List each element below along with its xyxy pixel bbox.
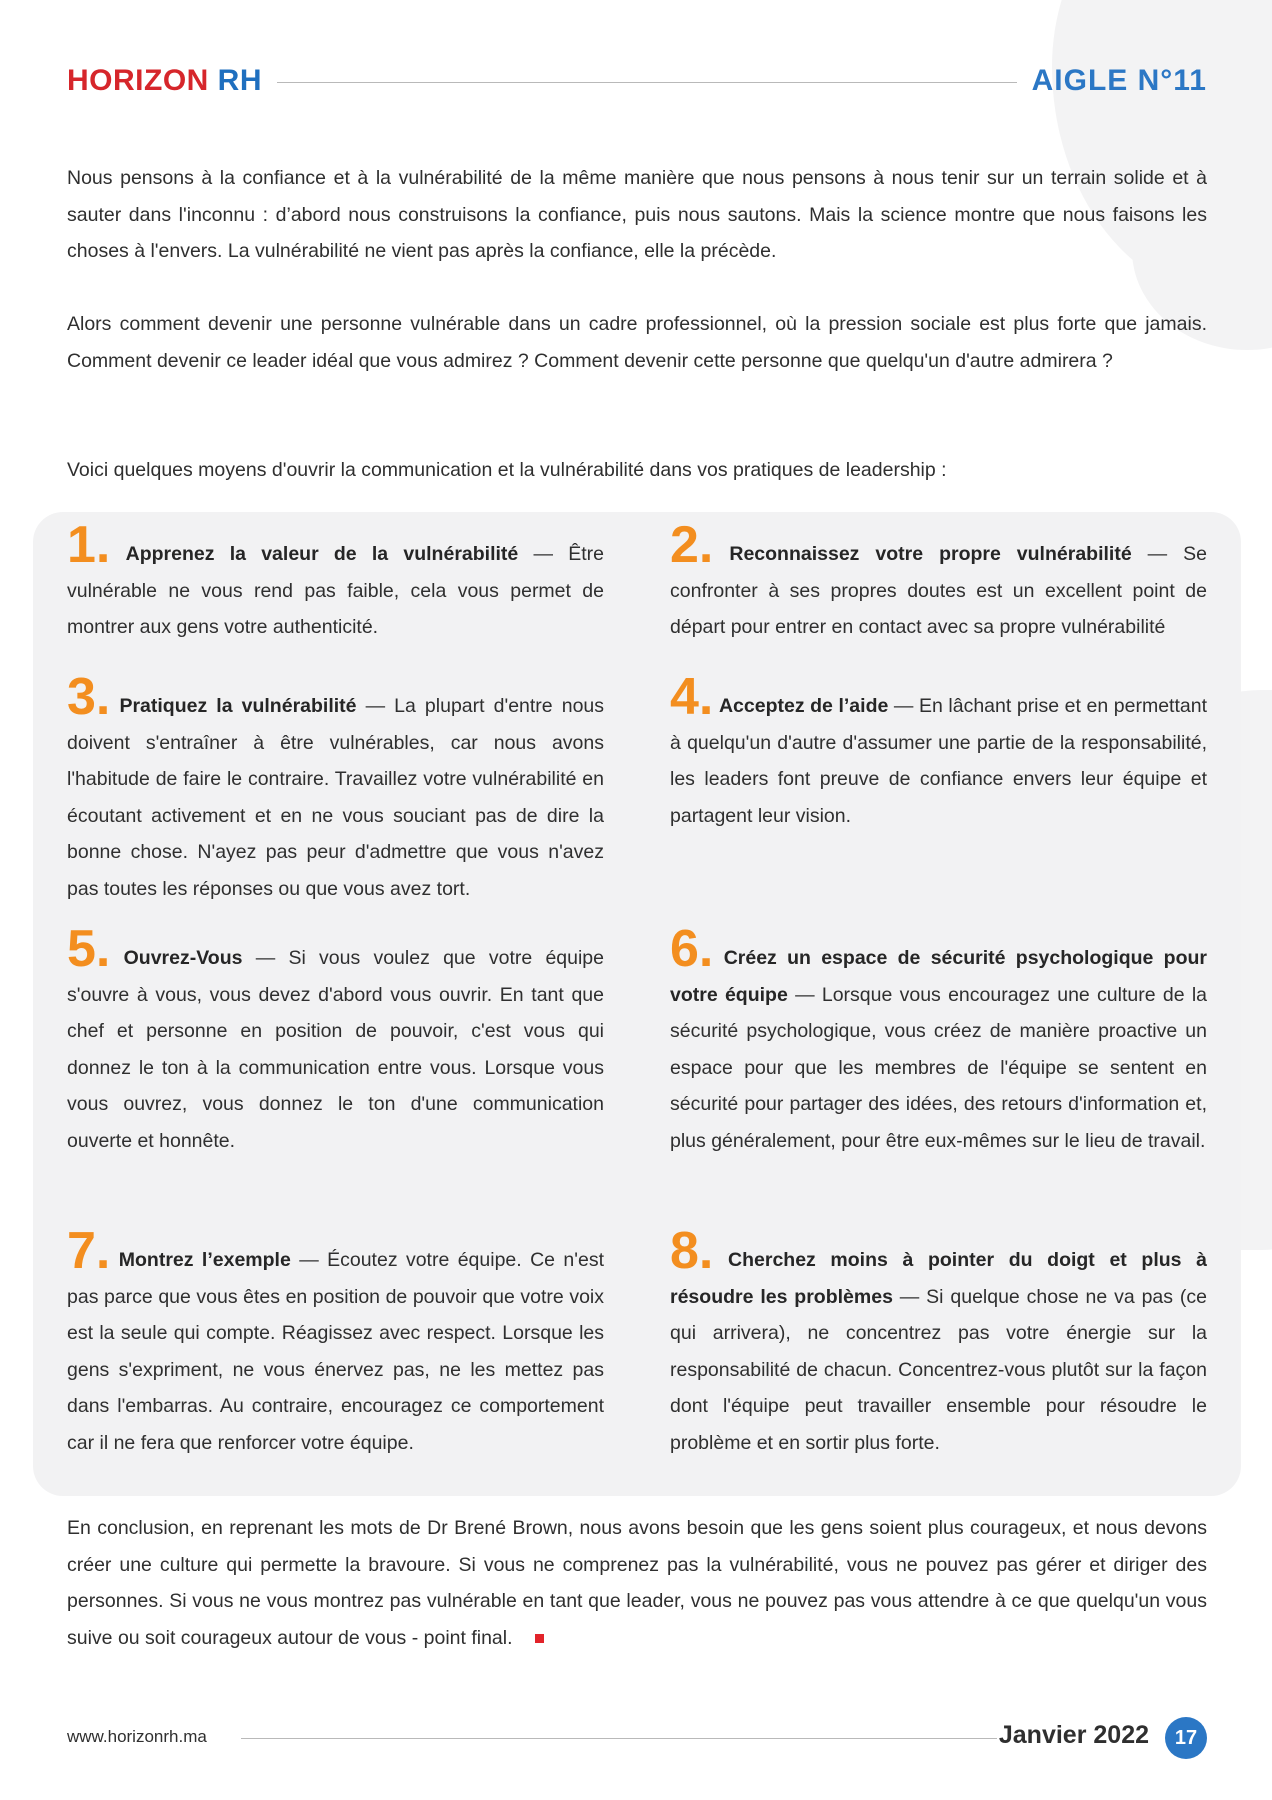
tip-text: — Être vulnérable ne vous rend pas faible, cela vous permet de montrer aux gens votre authenticité. (67, 543, 605, 638)
conclusion-paragraph (67, 1510, 1207, 1656)
intro-paragraph-3: Voici quelques moyens d'ouvrir la communication et la vulnérabilité dans vos pratiques de leadership : (67, 459, 947, 481)
end-mark-icon (535, 1634, 544, 1643)
website-link[interactable]: www.horizonrh.ma (67, 1727, 207, 1746)
tip-title: Acceptez de l’aide (718, 695, 889, 717)
intro-paragraph-1: Nous pensons à la confiance et à la vulnérabilité de la même manière que nous pensons à nous tenir sur un terrain solide et à sauter dans l'inconnu : d’abord nous construisons la confiance, puis nous sautons. Mais la science montre que nous faisons les choses à l'envers. La vulnérabilité ne vient pas après la confiance, elle la précède. (67, 167, 1207, 262)
tip-number: 2. (670, 516, 714, 574)
tip-text: — La plupart d'entre nous doivent s'entraîner à être vulnérables, car nous avons l'habitude de faire le contraire. Travaillez votre vulnérabilité en écoutant activement et en ne vous souciant pas de dire la bonne chose. N'ayez pas peur d'admettre que vous n'avez pas toutes les réponses ou que vous avez tort. (67, 695, 605, 900)
logo-text-horizon: HORIZON (67, 64, 209, 97)
tip-number: 5. (67, 920, 111, 978)
intro-paragraph-2: Alors comment devenir une personne vulnérable dans un cadre professionnel, où la pression sociale est plus forte que jamais. Comment devenir ce leader idéal que vous admirez ? Comment devenir cette personne que quelqu'un d'autre admirera ? (67, 313, 1207, 372)
tip-text: — Se confronter à ses propres doutes est un excellent point de départ pour entrer en contact avec sa propre vulnérabilité (670, 543, 1207, 638)
page-number-badge: 17 (1165, 1717, 1207, 1759)
tip-item-8 (670, 1222, 1207, 1461)
tip-title: Reconnaissez votre propre vulnérabilité (729, 543, 1132, 565)
conclusion-text: En conclusion, en reprenant les mots de Dr Brené Brown, nous avons besoin que les gens soient plus courageux, et nous devons créer une culture qui permette la bravoure. Si vous ne comprenez pas la vulnérabilité, vous ne pouvez pas gérer et diriger des personnes. Si vous ne vous montrez pas vulnérable en tant que leader, vous ne pouvez pas vous attendre à ce que quelqu'un vous suive ou soit courageux autour de vous - point final. (67, 1517, 1207, 1649)
tip-text: — Lorsque vous encouragez une culture de la sécurité psychologique, vous créez de manière proactive un espace pour que les membres de l'équipe se sentent en sécurité pour partager des idées, des retours d'information et, plus généralement, pour être eux-mêmes sur le lieu de travail. (670, 983, 1207, 1152)
tip-item-1 (67, 516, 605, 646)
tip-item-2 (670, 516, 1207, 646)
tip-item-5 (67, 920, 604, 1159)
tip-number: 3. (67, 668, 111, 726)
tip-number: 8. (670, 1222, 714, 1280)
tip-text: — En lâchant prise et en permettant à quelqu'un d'autre d'assumer une partie de la responsabilité, les leaders font preuve de confiance envers leur équipe et partagent leur vision. (670, 695, 1207, 827)
tip-text: — Si quelque chose ne va pas (ce qui arrivera), ne concentrez pas votre énergie sur la responsabilité de chacun. Concentrez-vous plutôt sur la façon dont l'équipe peut travailler ensemble pour résoudre le problème et en sortir plus forte. (670, 1285, 1207, 1454)
tip-title: Pratiquez la vulnérabilité (119, 695, 357, 717)
tip-title: Apprenez la valeur de la vulnérabilité (125, 543, 519, 565)
tip-title: Ouvrez-Vous (123, 947, 243, 969)
logo-text-rh: RH (217, 64, 263, 97)
tip-text: — Si vous voulez que votre équipe s'ouvre à vous, vous devez d'abord vous ouvrir. En tant que chef et personne en position de pouvoir, c'est vous qui donnez le ton à la communication entre vous. Lorsque vous vous ouvrez, vous donnez le ton d'une communication ouverte et honnête. (67, 947, 604, 1152)
tip-item-6 (670, 920, 1208, 1159)
tip-item-7 (67, 1222, 604, 1461)
tip-number: 6. (670, 920, 714, 978)
page-header (67, 64, 1207, 100)
issue-date: Janvier 2022 (998, 1721, 1149, 1749)
tip-number: 4. (670, 668, 714, 726)
tip-title: Créez un espace de sécurité psychologique pour votre équipe (670, 947, 1208, 1006)
logo (67, 64, 262, 98)
tip-number: 1. (67, 516, 111, 574)
tip-text: — Écoutez votre équipe. Ce n'est pas parce que vous êtes en position de pouvoir que votre voix est la seule qui compte. Réagissez avec respect. Lorsque les gens s'expriment, ne vous énervez pas, ne les mettez pas dans l'embarras. Au contraire, encouragez ce comportement car il ne fera que renforcer votre équipe. (67, 1249, 604, 1454)
tip-title: Montrez l’exemple (118, 1249, 291, 1271)
issue-label: AIGLE N°11 (1031, 64, 1207, 97)
tip-item-3 (67, 668, 605, 907)
header-divider (277, 82, 1017, 83)
footer-divider (241, 1738, 997, 1739)
tip-title: Cherchez moins à pointer du doigt et plus à résoudre les problèmes (670, 1249, 1207, 1308)
page-footer (67, 1717, 1207, 1761)
tip-number: 7. (67, 1222, 111, 1280)
tip-item-4 (670, 668, 1207, 834)
